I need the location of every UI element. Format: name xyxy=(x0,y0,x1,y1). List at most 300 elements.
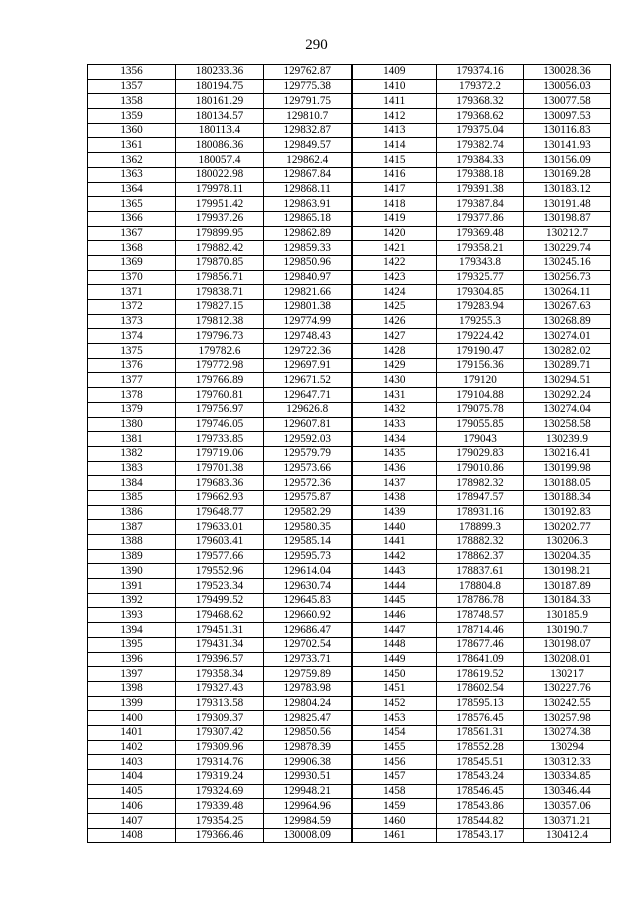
x-coordinate-left: 179552.96 xyxy=(176,564,264,579)
y-coordinate-right: 130077.58 xyxy=(524,94,611,109)
y-coordinate-right: 130188.05 xyxy=(524,476,611,491)
y-coordinate-left: 129821.66 xyxy=(264,285,352,300)
x-coordinate-left: 179701.38 xyxy=(176,461,264,476)
y-coordinate-right: 130028.36 xyxy=(524,65,611,80)
y-coordinate-right: 130188.34 xyxy=(524,490,611,505)
y-coordinate-left: 129859.33 xyxy=(264,241,352,256)
y-coordinate-left: 129572.36 xyxy=(264,476,352,491)
point-number-right: 1431 xyxy=(352,388,437,403)
x-coordinate-right: 179343.8 xyxy=(437,255,524,270)
table-row xyxy=(88,476,611,491)
point-number-right: 1430 xyxy=(352,373,437,388)
y-coordinate-left: 129592.03 xyxy=(264,432,352,447)
y-coordinate-right: 130204.35 xyxy=(524,549,611,564)
y-coordinate-left: 129878.39 xyxy=(264,740,352,755)
point-number-right: 1421 xyxy=(352,241,437,256)
x-coordinate-left: 179733.85 xyxy=(176,432,264,447)
y-coordinate-left: 129697.91 xyxy=(264,358,352,373)
x-coordinate-left: 179772.98 xyxy=(176,358,264,373)
y-coordinate-right: 130198.07 xyxy=(524,637,611,652)
point-number-left: 1388 xyxy=(88,535,176,550)
table-row xyxy=(88,564,611,579)
point-number-right: 1460 xyxy=(352,814,437,829)
point-number-left: 1406 xyxy=(88,799,176,814)
x-coordinate-left: 179838.71 xyxy=(176,285,264,300)
point-number-right: 1410 xyxy=(352,79,437,94)
point-number-right: 1458 xyxy=(352,784,437,799)
y-coordinate-left: 129748.43 xyxy=(264,329,352,344)
x-coordinate-left: 179782.6 xyxy=(176,344,264,359)
y-coordinate-left: 129849.57 xyxy=(264,138,352,153)
point-number-left: 1379 xyxy=(88,402,176,417)
y-coordinate-left: 129580.35 xyxy=(264,520,352,535)
point-number-right: 1457 xyxy=(352,770,437,785)
x-coordinate-right: 178576.45 xyxy=(437,711,524,726)
point-number-left: 1405 xyxy=(88,784,176,799)
y-coordinate-right: 130264.11 xyxy=(524,285,611,300)
y-coordinate-right: 130192.83 xyxy=(524,505,611,520)
point-number-left: 1381 xyxy=(88,432,176,447)
table-row xyxy=(88,388,611,403)
point-number-left: 1387 xyxy=(88,520,176,535)
y-coordinate-left: 129660.92 xyxy=(264,608,352,623)
x-coordinate-right: 179029.83 xyxy=(437,446,524,461)
y-coordinate-left: 129585.14 xyxy=(264,535,352,550)
point-number-right: 1449 xyxy=(352,652,437,667)
y-coordinate-left: 129791.75 xyxy=(264,94,352,109)
table-row xyxy=(88,226,611,241)
x-coordinate-right: 178786.78 xyxy=(437,593,524,608)
y-coordinate-left: 129948.21 xyxy=(264,784,352,799)
x-coordinate-left: 179523.34 xyxy=(176,579,264,594)
table-row xyxy=(88,197,611,212)
x-coordinate-left: 179856.71 xyxy=(176,270,264,285)
y-coordinate-left: 129722.36 xyxy=(264,344,352,359)
point-number-right: 1452 xyxy=(352,696,437,711)
x-coordinate-right: 179384.33 xyxy=(437,153,524,168)
table-row xyxy=(88,446,611,461)
point-number-left: 1407 xyxy=(88,814,176,829)
y-coordinate-left: 129686.47 xyxy=(264,623,352,638)
x-coordinate-right: 179387.84 xyxy=(437,197,524,212)
point-number-right: 1423 xyxy=(352,270,437,285)
x-coordinate-right: 178595.13 xyxy=(437,696,524,711)
point-number-left: 1360 xyxy=(88,123,176,138)
point-number-right: 1418 xyxy=(352,197,437,212)
x-coordinate-left: 179899.95 xyxy=(176,226,264,241)
x-coordinate-left: 180134.57 xyxy=(176,109,264,124)
y-coordinate-right: 130208.01 xyxy=(524,652,611,667)
table-row xyxy=(88,799,611,814)
table-row xyxy=(88,402,611,417)
y-coordinate-right: 130169.28 xyxy=(524,167,611,182)
x-coordinate-right: 179382.74 xyxy=(437,138,524,153)
point-number-left: 1390 xyxy=(88,564,176,579)
x-coordinate-left: 180022.98 xyxy=(176,167,264,182)
y-coordinate-left: 129614.04 xyxy=(264,564,352,579)
x-coordinate-right: 179104.88 xyxy=(437,388,524,403)
point-number-left: 1380 xyxy=(88,417,176,432)
coordinates-table-body xyxy=(88,65,611,843)
x-coordinate-left: 179468.62 xyxy=(176,608,264,623)
table-row xyxy=(88,358,611,373)
point-number-right: 1417 xyxy=(352,182,437,197)
point-number-right: 1453 xyxy=(352,711,437,726)
x-coordinate-right: 178543.17 xyxy=(437,828,524,843)
point-number-right: 1459 xyxy=(352,799,437,814)
y-coordinate-left: 129984.59 xyxy=(264,814,352,829)
y-coordinate-right: 130056.03 xyxy=(524,79,611,94)
table-row xyxy=(88,65,611,80)
y-coordinate-right: 130267.63 xyxy=(524,300,611,315)
y-coordinate-left: 129862.4 xyxy=(264,153,352,168)
y-coordinate-right: 130357.06 xyxy=(524,799,611,814)
x-coordinate-right: 178545.51 xyxy=(437,755,524,770)
point-number-left: 1362 xyxy=(88,153,176,168)
table-row xyxy=(88,623,611,638)
y-coordinate-left: 129775.38 xyxy=(264,79,352,94)
x-coordinate-left: 179951.42 xyxy=(176,197,264,212)
y-coordinate-left: 129647.71 xyxy=(264,388,352,403)
point-number-left: 1363 xyxy=(88,167,176,182)
table-row xyxy=(88,373,611,388)
point-number-right: 1429 xyxy=(352,358,437,373)
x-coordinate-right: 178552.28 xyxy=(437,740,524,755)
point-number-right: 1435 xyxy=(352,446,437,461)
y-coordinate-right: 130141.93 xyxy=(524,138,611,153)
point-number-right: 1455 xyxy=(352,740,437,755)
y-coordinate-left: 129810.7 xyxy=(264,109,352,124)
y-coordinate-right: 130184.33 xyxy=(524,593,611,608)
x-coordinate-right: 178543.24 xyxy=(437,770,524,785)
table-row xyxy=(88,167,611,182)
point-number-right: 1447 xyxy=(352,623,437,638)
point-number-left: 1400 xyxy=(88,711,176,726)
y-coordinate-right: 130198.21 xyxy=(524,564,611,579)
table-row xyxy=(88,417,611,432)
y-coordinate-right: 130239.9 xyxy=(524,432,611,447)
x-coordinate-left: 180057.4 xyxy=(176,153,264,168)
x-coordinate-right: 179304.85 xyxy=(437,285,524,300)
y-coordinate-right: 130334.85 xyxy=(524,770,611,785)
y-coordinate-right: 130274.01 xyxy=(524,329,611,344)
x-coordinate-left: 179812.38 xyxy=(176,314,264,329)
point-number-right: 1416 xyxy=(352,167,437,182)
x-coordinate-left: 180086.36 xyxy=(176,138,264,153)
y-coordinate-right: 130190.7 xyxy=(524,623,611,638)
y-coordinate-right: 130183.12 xyxy=(524,182,611,197)
y-coordinate-right: 130292.24 xyxy=(524,388,611,403)
x-coordinate-left: 180233.36 xyxy=(176,65,264,80)
table-row xyxy=(88,740,611,755)
y-coordinate-right: 130312.33 xyxy=(524,755,611,770)
point-number-left: 1356 xyxy=(88,65,176,80)
x-coordinate-right: 178982.32 xyxy=(437,476,524,491)
x-coordinate-right: 179377.86 xyxy=(437,211,524,226)
point-number-left: 1361 xyxy=(88,138,176,153)
point-number-left: 1364 xyxy=(88,182,176,197)
x-coordinate-right: 179190.47 xyxy=(437,344,524,359)
table-row xyxy=(88,490,611,505)
x-coordinate-left: 179683.36 xyxy=(176,476,264,491)
y-coordinate-right: 130289.71 xyxy=(524,358,611,373)
point-number-right: 1440 xyxy=(352,520,437,535)
x-coordinate-left: 179937.26 xyxy=(176,211,264,226)
y-coordinate-left: 129575.87 xyxy=(264,490,352,505)
x-coordinate-right: 179372.2 xyxy=(437,79,524,94)
y-coordinate-right: 130202.77 xyxy=(524,520,611,535)
y-coordinate-left: 129774.99 xyxy=(264,314,352,329)
y-coordinate-right: 130199.98 xyxy=(524,461,611,476)
y-coordinate-left: 129862.89 xyxy=(264,226,352,241)
y-coordinate-right: 130346.44 xyxy=(524,784,611,799)
table-row xyxy=(88,211,611,226)
y-coordinate-left: 129850.96 xyxy=(264,255,352,270)
table-row xyxy=(88,520,611,535)
point-number-left: 1367 xyxy=(88,226,176,241)
x-coordinate-left: 179327.43 xyxy=(176,681,264,696)
point-number-right: 1441 xyxy=(352,535,437,550)
y-coordinate-left: 130008.09 xyxy=(264,828,352,843)
point-number-left: 1403 xyxy=(88,755,176,770)
point-number-left: 1365 xyxy=(88,197,176,212)
point-number-right: 1419 xyxy=(352,211,437,226)
point-number-right: 1437 xyxy=(352,476,437,491)
x-coordinate-right: 178837.61 xyxy=(437,564,524,579)
x-coordinate-left: 179746.05 xyxy=(176,417,264,432)
point-number-right: 1450 xyxy=(352,667,437,682)
x-coordinate-right: 179391.38 xyxy=(437,182,524,197)
table-row xyxy=(88,300,611,315)
table-row xyxy=(88,94,611,109)
table-row xyxy=(88,153,611,168)
y-coordinate-left: 129671.52 xyxy=(264,373,352,388)
x-coordinate-left: 179499.52 xyxy=(176,593,264,608)
point-number-left: 1391 xyxy=(88,579,176,594)
y-coordinate-left: 129645.83 xyxy=(264,593,352,608)
y-coordinate-right: 130245.16 xyxy=(524,255,611,270)
point-number-left: 1375 xyxy=(88,344,176,359)
x-coordinate-right: 179358.21 xyxy=(437,241,524,256)
x-coordinate-left: 179766.89 xyxy=(176,373,264,388)
y-coordinate-left: 129804.24 xyxy=(264,696,352,711)
point-number-right: 1412 xyxy=(352,109,437,124)
table-row xyxy=(88,270,611,285)
x-coordinate-right: 178619.52 xyxy=(437,667,524,682)
y-coordinate-right: 130294.51 xyxy=(524,373,611,388)
table-row xyxy=(88,549,611,564)
point-number-left: 1386 xyxy=(88,505,176,520)
x-coordinate-right: 179283.94 xyxy=(437,300,524,315)
table-row xyxy=(88,285,611,300)
point-number-left: 1357 xyxy=(88,79,176,94)
point-number-left: 1368 xyxy=(88,241,176,256)
x-coordinate-right: 179369.48 xyxy=(437,226,524,241)
y-coordinate-right: 130282.02 xyxy=(524,344,611,359)
x-coordinate-left: 179978.11 xyxy=(176,182,264,197)
x-coordinate-right: 179010.86 xyxy=(437,461,524,476)
y-coordinate-right: 130216.41 xyxy=(524,446,611,461)
table-row xyxy=(88,608,611,623)
x-coordinate-left: 179309.37 xyxy=(176,711,264,726)
y-coordinate-left: 129863.91 xyxy=(264,197,352,212)
x-coordinate-right: 179368.32 xyxy=(437,94,524,109)
x-coordinate-left: 179882.42 xyxy=(176,241,264,256)
table-row xyxy=(88,593,611,608)
point-number-left: 1369 xyxy=(88,255,176,270)
y-coordinate-left: 129579.79 xyxy=(264,446,352,461)
table-row xyxy=(88,579,611,594)
x-coordinate-left: 179354.25 xyxy=(176,814,264,829)
point-number-left: 1395 xyxy=(88,637,176,652)
x-coordinate-right: 179255.3 xyxy=(437,314,524,329)
table-row xyxy=(88,770,611,785)
x-coordinate-right: 178641.09 xyxy=(437,652,524,667)
y-coordinate-right: 130268.89 xyxy=(524,314,611,329)
point-number-right: 1448 xyxy=(352,637,437,652)
x-coordinate-left: 179431.34 xyxy=(176,637,264,652)
point-number-left: 1392 xyxy=(88,593,176,608)
x-coordinate-left: 179662.93 xyxy=(176,490,264,505)
table-row xyxy=(88,138,611,153)
point-number-right: 1425 xyxy=(352,300,437,315)
x-coordinate-left: 179870.85 xyxy=(176,255,264,270)
table-row xyxy=(88,725,611,740)
x-coordinate-left: 179339.48 xyxy=(176,799,264,814)
table-row xyxy=(88,784,611,799)
table-row xyxy=(88,182,611,197)
point-number-left: 1366 xyxy=(88,211,176,226)
point-number-left: 1378 xyxy=(88,388,176,403)
y-coordinate-left: 129702.54 xyxy=(264,637,352,652)
page-number: 290 xyxy=(305,37,328,53)
point-number-right: 1456 xyxy=(352,755,437,770)
point-number-right: 1415 xyxy=(352,153,437,168)
x-coordinate-right: 179224.42 xyxy=(437,329,524,344)
x-coordinate-left: 179633.01 xyxy=(176,520,264,535)
y-coordinate-right: 130257.98 xyxy=(524,711,611,726)
coordinates-table xyxy=(87,64,611,843)
x-coordinate-right: 178602.54 xyxy=(437,681,524,696)
point-number-left: 1372 xyxy=(88,300,176,315)
x-coordinate-right: 179120 xyxy=(437,373,524,388)
x-coordinate-left: 179324.69 xyxy=(176,784,264,799)
point-number-left: 1385 xyxy=(88,490,176,505)
x-coordinate-left: 179366.46 xyxy=(176,828,264,843)
point-number-right: 1409 xyxy=(352,65,437,80)
x-coordinate-right: 179075.78 xyxy=(437,402,524,417)
point-number-left: 1404 xyxy=(88,770,176,785)
point-number-left: 1358 xyxy=(88,94,176,109)
y-coordinate-right: 130256.73 xyxy=(524,270,611,285)
x-coordinate-right: 178543.86 xyxy=(437,799,524,814)
x-coordinate-right: 178677.46 xyxy=(437,637,524,652)
point-number-right: 1438 xyxy=(352,490,437,505)
y-coordinate-right: 130191.48 xyxy=(524,197,611,212)
y-coordinate-left: 129868.11 xyxy=(264,182,352,197)
x-coordinate-left: 179603.41 xyxy=(176,535,264,550)
point-number-right: 1428 xyxy=(352,344,437,359)
x-coordinate-left: 179648.77 xyxy=(176,505,264,520)
point-number-left: 1371 xyxy=(88,285,176,300)
y-coordinate-left: 129759.89 xyxy=(264,667,352,682)
y-coordinate-right: 130185.9 xyxy=(524,608,611,623)
point-number-right: 1444 xyxy=(352,579,437,594)
table-row xyxy=(88,329,611,344)
x-coordinate-right: 178561.31 xyxy=(437,725,524,740)
point-number-right: 1424 xyxy=(352,285,437,300)
x-coordinate-right: 178546.45 xyxy=(437,784,524,799)
x-coordinate-right: 179325.77 xyxy=(437,270,524,285)
y-coordinate-right: 130294 xyxy=(524,740,611,755)
table-row xyxy=(88,652,611,667)
x-coordinate-left: 179307.42 xyxy=(176,725,264,740)
point-number-left: 1394 xyxy=(88,623,176,638)
point-number-right: 1442 xyxy=(352,549,437,564)
x-coordinate-left: 180113.4 xyxy=(176,123,264,138)
y-coordinate-left: 129626.8 xyxy=(264,402,352,417)
table-row xyxy=(88,314,611,329)
x-coordinate-right: 178931.16 xyxy=(437,505,524,520)
x-coordinate-left: 179760.81 xyxy=(176,388,264,403)
x-coordinate-right: 178947.57 xyxy=(437,490,524,505)
y-coordinate-right: 130242.55 xyxy=(524,696,611,711)
y-coordinate-right: 130116.83 xyxy=(524,123,611,138)
point-number-left: 1397 xyxy=(88,667,176,682)
x-coordinate-left: 179358.34 xyxy=(176,667,264,682)
x-coordinate-right: 178544.82 xyxy=(437,814,524,829)
y-coordinate-right: 130097.53 xyxy=(524,109,611,124)
y-coordinate-right: 130227.76 xyxy=(524,681,611,696)
x-coordinate-right: 178882.32 xyxy=(437,535,524,550)
y-coordinate-right: 130274.04 xyxy=(524,402,611,417)
point-number-right: 1445 xyxy=(352,593,437,608)
point-number-left: 1374 xyxy=(88,329,176,344)
point-number-left: 1377 xyxy=(88,373,176,388)
table-row xyxy=(88,241,611,256)
point-number-right: 1427 xyxy=(352,329,437,344)
table-row xyxy=(88,696,611,711)
table-row xyxy=(88,109,611,124)
point-number-left: 1402 xyxy=(88,740,176,755)
y-coordinate-left: 129595.73 xyxy=(264,549,352,564)
y-coordinate-left: 129906.38 xyxy=(264,755,352,770)
point-number-right: 1439 xyxy=(352,505,437,520)
y-coordinate-right: 130274.38 xyxy=(524,725,611,740)
point-number-right: 1454 xyxy=(352,725,437,740)
y-coordinate-left: 129850.56 xyxy=(264,725,352,740)
y-coordinate-right: 130212.7 xyxy=(524,226,611,241)
x-coordinate-right: 179368.62 xyxy=(437,109,524,124)
table-row xyxy=(88,255,611,270)
point-number-right: 1414 xyxy=(352,138,437,153)
y-coordinate-left: 129867.84 xyxy=(264,167,352,182)
x-coordinate-left: 179319.24 xyxy=(176,770,264,785)
x-coordinate-left: 179827.15 xyxy=(176,300,264,315)
point-number-left: 1401 xyxy=(88,725,176,740)
x-coordinate-right: 178804.8 xyxy=(437,579,524,594)
x-coordinate-left: 179719.06 xyxy=(176,446,264,461)
y-coordinate-right: 130217 xyxy=(524,667,611,682)
table-row xyxy=(88,535,611,550)
y-coordinate-right: 130229.74 xyxy=(524,241,611,256)
y-coordinate-right: 130156.09 xyxy=(524,153,611,168)
x-coordinate-right: 179043 xyxy=(437,432,524,447)
point-number-right: 1451 xyxy=(352,681,437,696)
x-coordinate-left: 179309.96 xyxy=(176,740,264,755)
x-coordinate-right: 179388.18 xyxy=(437,167,524,182)
y-coordinate-left: 129733.71 xyxy=(264,652,352,667)
